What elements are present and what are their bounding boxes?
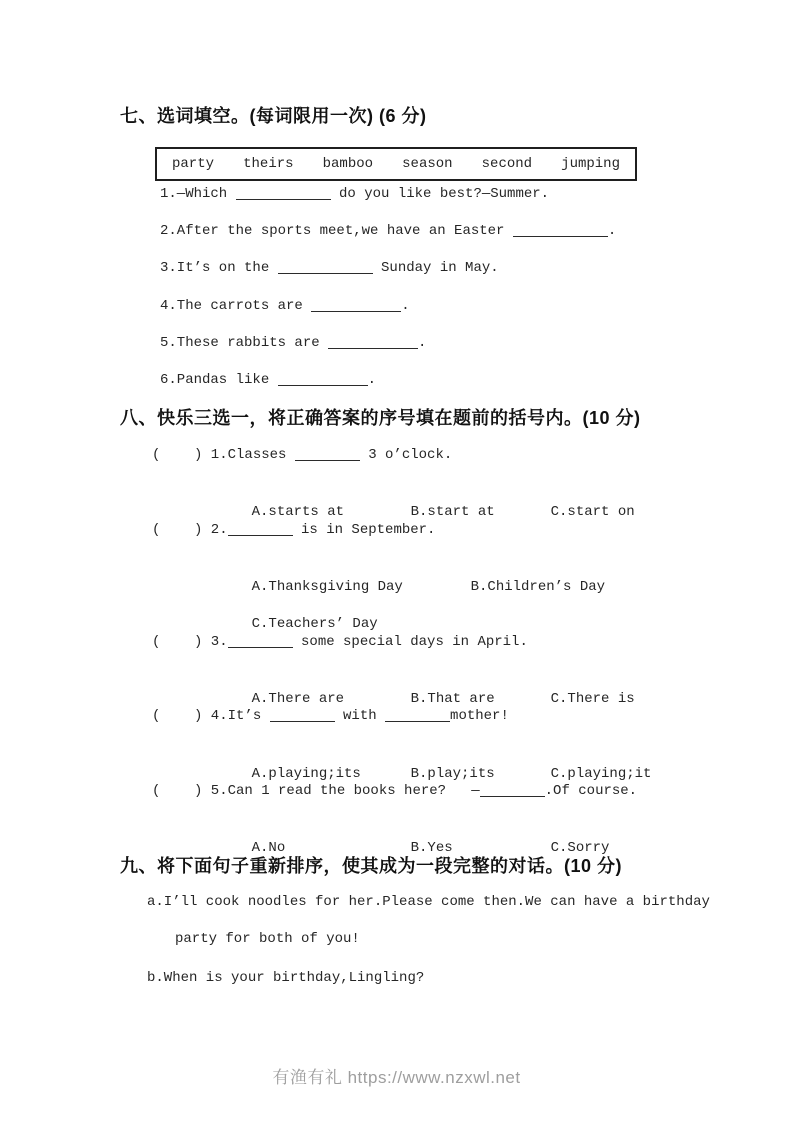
option-b: B.start at	[410, 504, 495, 520]
fill-blank-item: 4.The carrots are .	[160, 298, 410, 314]
option-a: A.Thanksgiving Day	[251, 579, 403, 595]
blank-line	[228, 534, 293, 536]
section7-heading: 七、选词填空。(每词限用一次) (6 分)	[120, 106, 427, 126]
option-c: C.There is	[550, 691, 635, 707]
word-bank-word: season	[402, 156, 453, 172]
mc-question: ( ) 4.It’s with mother!	[152, 708, 509, 724]
option-b: B.play;its	[410, 766, 495, 782]
blank-line	[311, 310, 401, 312]
option-b: B.Children’s Day	[470, 579, 606, 595]
fill-blank-item: 5.These rabbits are .	[160, 335, 427, 351]
blank-line	[278, 384, 368, 386]
fill-blank-item: 6.Pandas like .	[160, 372, 377, 388]
option-c: C.Sorry	[550, 840, 610, 856]
blank-line	[513, 235, 608, 237]
blank-line	[278, 272, 373, 274]
fill-blank-item: 1.—Which do you like best?—Summer.	[160, 186, 550, 202]
mc-question: ( ) 5.Can 1 read the books here? — .Of course.	[152, 783, 638, 799]
option-a: A.There are	[251, 691, 345, 707]
mc-question: ( ) 3. some special days in April.	[152, 634, 528, 650]
word-bank-word: bamboo	[322, 156, 374, 172]
blank-line	[228, 646, 293, 648]
word-bank-word: jumping	[561, 156, 620, 172]
section8-heading: 八、快乐三选一，将正确答案的序号填在题前的括号内。(10 分)	[120, 408, 641, 428]
option-b: B.That are	[410, 691, 495, 707]
word-bank-word: second	[481, 156, 533, 172]
fill-blank-item: 3.It’s on the Sunday in May.	[160, 260, 499, 276]
site-watermark: 有渔有礼 https://www.nzxwl.net	[272, 1068, 521, 1087]
blank-line	[480, 795, 545, 797]
blank-line	[295, 459, 360, 461]
word-bank-word: party	[172, 156, 215, 172]
option-a: A.No	[251, 840, 286, 856]
blank-line	[236, 198, 331, 200]
fill-blank-item: 2.After the sports meet,we have an Easter .	[160, 223, 617, 239]
option-a: A.playing;its	[251, 766, 361, 782]
word-bank-word: theirs	[243, 156, 294, 172]
option-a: A.starts at	[251, 504, 345, 520]
dialogue-line-a: a.I’ll cook noodles for her.Please come then.We can have a birthday party for both of you!	[147, 894, 710, 948]
mc-question: ( ) 1.Classes 3 o’clock.	[152, 447, 453, 463]
section9-heading: 九、将下面句子重新排序，使其成为一段完整的对话。(10 分)	[120, 856, 623, 876]
blank-line	[385, 720, 450, 722]
option-c: C.playing;it	[550, 766, 652, 782]
dialogue-line-b: b.When is your birthday,Lingling?	[147, 970, 425, 986]
option-b: B.Yes	[410, 840, 453, 856]
option-c: C.start on	[550, 504, 635, 520]
mc-question: ( ) 2. is in September.	[152, 522, 436, 538]
word-bank-box	[155, 147, 637, 181]
blank-line	[328, 347, 418, 349]
option-c: C.Teachers’ Day	[251, 616, 378, 632]
blank-line	[270, 720, 335, 722]
